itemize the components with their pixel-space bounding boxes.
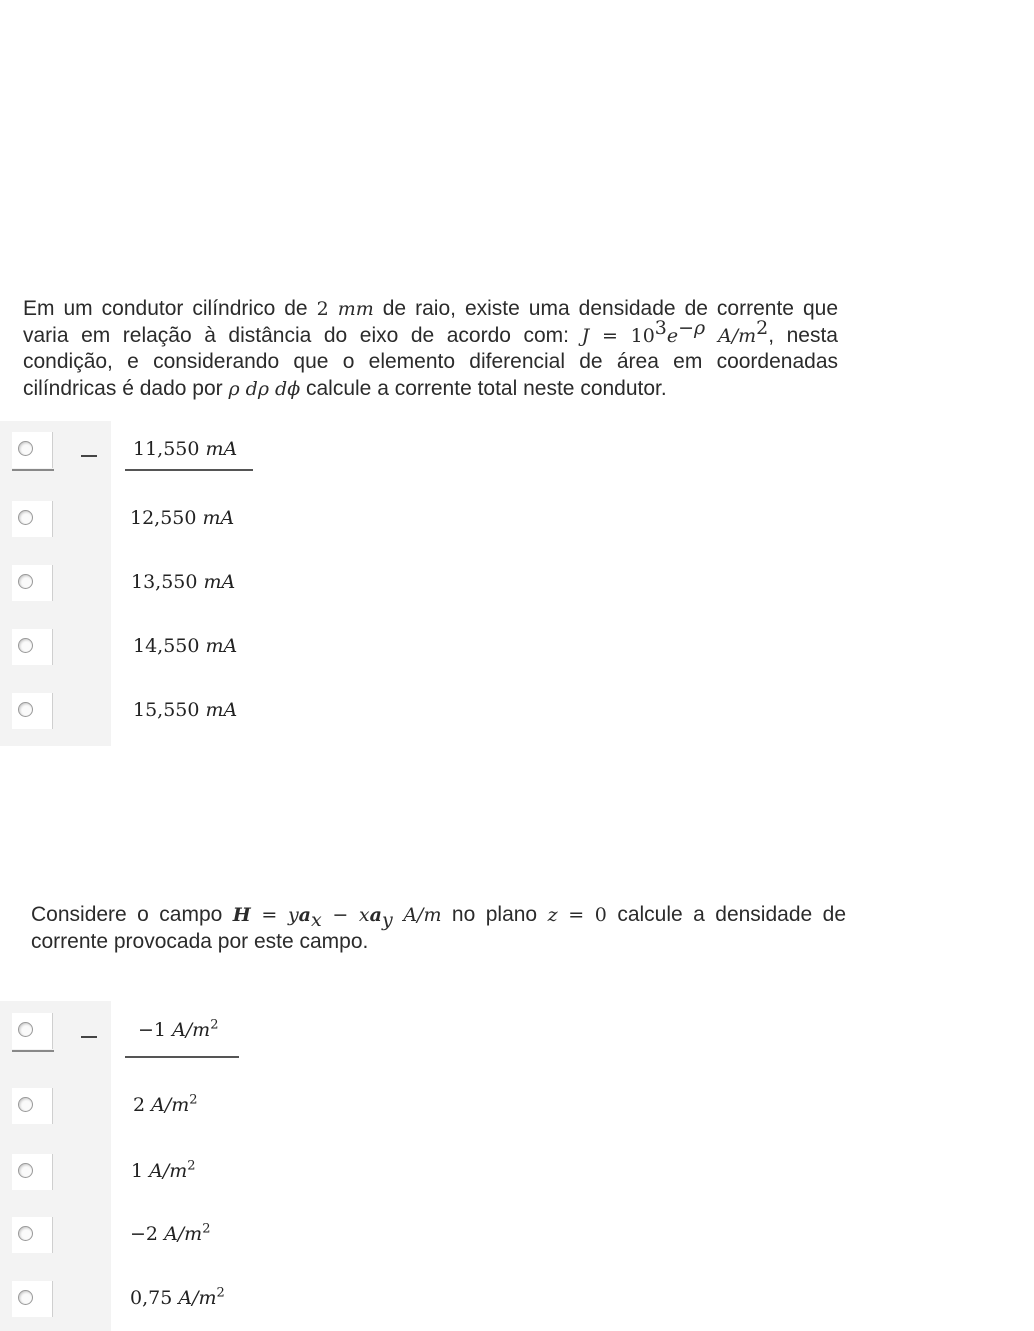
radio-box[interactable] bbox=[12, 1013, 53, 1049]
radio-button[interactable] bbox=[18, 1226, 33, 1241]
option-label[interactable]: 1 $A/m^2$ bbox=[131, 1158, 196, 1182]
option-d[interactable] bbox=[0, 1217, 400, 1257]
option-label[interactable]: −2 $A/m^2$ bbox=[130, 1221, 211, 1245]
radio-box[interactable] bbox=[12, 1154, 53, 1190]
option-a[interactable] bbox=[0, 432, 400, 472]
radio-box[interactable] bbox=[12, 501, 53, 537]
dash-marker bbox=[81, 1036, 97, 1038]
radio-box[interactable] bbox=[12, 432, 53, 468]
option-label[interactable]: 0,75 $A/m^2$ bbox=[130, 1285, 225, 1309]
radio-button[interactable] bbox=[18, 1097, 33, 1112]
dash-marker bbox=[81, 455, 97, 457]
option-d[interactable] bbox=[0, 629, 400, 669]
radio-box[interactable] bbox=[12, 565, 53, 601]
option-a[interactable] bbox=[0, 1013, 400, 1053]
radio-button[interactable] bbox=[18, 441, 33, 456]
radio-box[interactable] bbox=[12, 629, 53, 665]
radio-box[interactable] bbox=[12, 1217, 53, 1253]
radio-box[interactable] bbox=[12, 1088, 53, 1124]
option-b[interactable] bbox=[0, 501, 400, 541]
option-e[interactable] bbox=[0, 1281, 400, 1321]
selection-underline bbox=[12, 1050, 54, 1052]
option-c[interactable] bbox=[0, 1154, 400, 1194]
answer-underline bbox=[125, 469, 253, 471]
option-label[interactable]: 12,550 mA bbox=[130, 507, 235, 529]
selection-underline bbox=[12, 469, 54, 471]
radio-button[interactable] bbox=[18, 702, 33, 717]
option-e[interactable] bbox=[0, 693, 400, 733]
radio-button[interactable] bbox=[18, 510, 33, 525]
question-1-text: Em um condutor cilíndrico de 2 mm de raio, existe uma densidade de corrente que varia em relação à distância do eixo de acordo com: $J = 10^3e^{-\rho}$ $A/m^2$, nesta condição, e considerando que o elemento diferencial de área em coordenadas cilíndricas é dado por ρ dρ dϕ calcule a corrente total neste condutor. bbox=[23, 297, 838, 400]
radio-button[interactable] bbox=[18, 1163, 33, 1178]
radio-box[interactable] bbox=[12, 693, 53, 729]
option-label[interactable]: 14,550 mA bbox=[133, 635, 238, 657]
option-label[interactable]: 13,550 mA bbox=[131, 571, 236, 593]
radio-button[interactable] bbox=[18, 638, 33, 653]
radio-button[interactable] bbox=[18, 1022, 33, 1037]
option-label[interactable]: 15,550 mA bbox=[133, 699, 238, 721]
option-label[interactable]: 11,550 mA bbox=[133, 438, 238, 460]
option-b[interactable] bbox=[0, 1088, 400, 1128]
radio-box[interactable] bbox=[12, 1281, 53, 1317]
option-c[interactable] bbox=[0, 565, 400, 605]
radio-button[interactable] bbox=[18, 574, 33, 589]
option-label[interactable]: −1 $A/m^2$ bbox=[138, 1017, 219, 1041]
question-2-text: Considere o campo $H = ya_x - xa_y$ A/m no plano z = 0 calcule a densidade de corrente provocada por este campo. bbox=[31, 903, 846, 953]
answer-underline bbox=[125, 1056, 239, 1058]
option-label[interactable]: 2 $A/m^2$ bbox=[133, 1092, 198, 1116]
radio-button[interactable] bbox=[18, 1290, 33, 1305]
